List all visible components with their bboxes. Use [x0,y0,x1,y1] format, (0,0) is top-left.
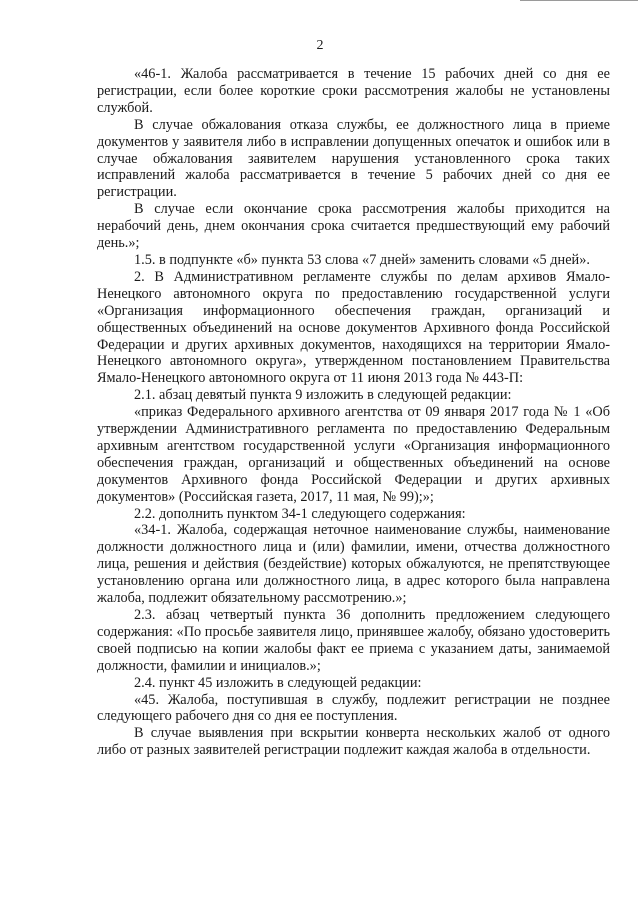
paragraph-1-5: 1.5. в подпункте «б» пункта 53 слова «7 дней» заменить словами «5 дней». [134,251,590,268]
paragraph-2: 2. В Административном регламенте службы по делам архивов Ямало-Ненецкого автономного округа по предоставлению государственной услуги «Организация информационного обеспечения граждан, организаций и общественных объединений на основе документов Архивного фонда Российской Федерации и других архивных документов, находящихся на территории Ямало-Ненецкого автономного округа», утвержденном постановлением Правительства Ямало-Ненецкого автономного округа от 11 июня 2013 года № 443-П: [97,268,610,387]
paragraph-nonworking-day: В случае если окончание срока рассмотрения жалобы приходится на нерабочий день, днем окончания срока считается предшествующий ему рабочий день.»; [97,201,610,252]
paragraph-34-1: «34-1. Жалоба, содержащая неточное наименование службы, наименование должности должностного лица и (или) фамилии, имени, отчества должностного лица, решения и действия (бездействие) которых обжалуются, не препятствующее установлению органа или должностного лица, в адрес которого была направлена жалоба, подлежит обязательному рассмотрению.»; [97,522,610,607]
paragraph-appeal-refusal: В случае обжалования отказа службы, ее должностного лица в приеме документов у заявителя либо в исправлении допущенных опечаток и ошибок или в случае обжалования заявителем нарушения установленного срока таких исправлений жалоба рассматривается в течение 5 рабочих дней со дня ее регистрации. [97,116,610,201]
paragraph-2-3: 2.3. абзац четвертый пункта 36 дополнить предложением следующего содержания: «По просьбе заявителя лицо, принявшее жалобу, обязано удостоверить своей подписью на копии жалобы факт ее приема с указанием даты, занимаемой должности, фамилии и инициалов.»; [97,607,610,674]
paragraph-46-1: «46-1. Жалоба рассматривается в течение 15 рабочих дней со дня ее регистрации, если более короткие сроки рассмотрения жалобы не установлены службой. [97,66,610,116]
top-rule-line [520,0,638,1]
paragraph-45: «45. Жалоба, поступившая в службу, подлежит регистрации не позднее следующего рабочего дня со дня ее поступления. [97,691,610,725]
paragraph-2-1: 2.1. абзац девятый пункта 9 изложить в следующей редакции: [134,387,512,404]
document-body [97,66,610,759]
page-number: 2 [316,38,324,53]
paragraph-order-quote: «приказ Федерального архивного агентства от 09 января 2017 года № 1 «Об утверждении Административного регламента по предоставлению Федеральным архивным агентством государственной услуги «Организация информационного обеспечения граждан, организаций и общественных объединений на основе документов Архивного фонда Российской Федерации и других архивных документов» (Российская газета, 2017, 11 мая, № 99);»; [97,404,610,505]
paragraph-2-4: 2.4. пункт 45 изложить в следующей редакции: [134,674,422,691]
paragraph-multiple-complaints: В случае выявления при вскрытии конверта нескольких жалоб от одного либо от разных заявителей регистрации подлежит каждая жалоба в отдельности. [97,725,610,759]
paragraph-2-2: 2.2. дополнить пунктом 34-1 следующего содержания: [134,505,466,522]
